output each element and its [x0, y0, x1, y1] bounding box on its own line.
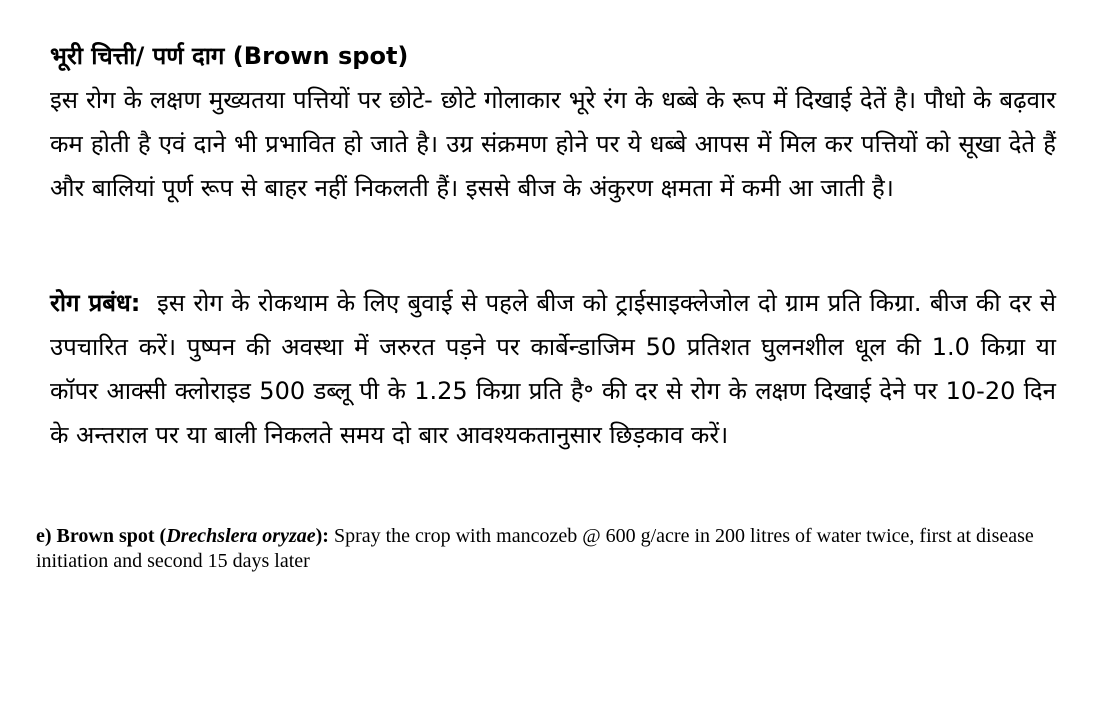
recommendation-prefix: e) Brown spot ( — [36, 525, 167, 547]
recommendation-suffix: ): — [315, 525, 329, 547]
management-label: रोग प्रबंध: — [50, 289, 141, 317]
disease-management-section — [50, 281, 1056, 457]
recommendation-text: Spray the crop with mancozeb @ 600 g/acre in 200 litres of water twice, first at disease initiation and second 15 days later — [36, 525, 1034, 572]
pathogen-name: Drechslera oryzae — [166, 525, 316, 547]
english-recommendation — [36, 524, 1076, 574]
section-heading: भूरी चित्ती/ पर्ण दाग (Brown spot) — [50, 42, 409, 70]
brown-spot-symptoms-section — [50, 34, 1056, 210]
symptoms-paragraph: इस रोग के लक्षण मुख्यतया पत्तियों पर छोटे- छोटे गोलाकार भूरे रंग के धब्बे के रूप में दिखाई देतें है। पौधो के बढ़वार कम होती है एवं दाने भी प्रभावित हो जाते है। उग्र संक्रमण होने पर ये धब्बे आपस में मिल कर पत्तियों को सूखा देते हैं और बालियां पूर्ण रूप से बाहर नहीं निकलती हैं। इससे बीज के अंकुरण क्षमता में कमी आ जाती है। — [50, 86, 1056, 202]
management-paragraph: इस रोग के रोकथाम के लिए बुवाई से पहले बीज को ट्राईसाइक्लेजोल दो ग्राम प्रति किग्रा. बीज की दर से उपचारित करें। पुष्पन की अवस्था में जरुरत पड़ने पर कार्बेन्डाजिम 50 प्रतिशत घुलनशील धूल की 1.0 किग्रा या कॉपर आक्सी क्लोराइड 500 डब्लू पी के 1.25 किग्रा प्रति है॰ की दर से रोग के लक्षण दिखाई देने पर 10-20 दिन के अन्तराल पर या बाली निकलते समय दो बार आवश्यकतानुसार छिड़काव करें। — [50, 289, 1056, 449]
